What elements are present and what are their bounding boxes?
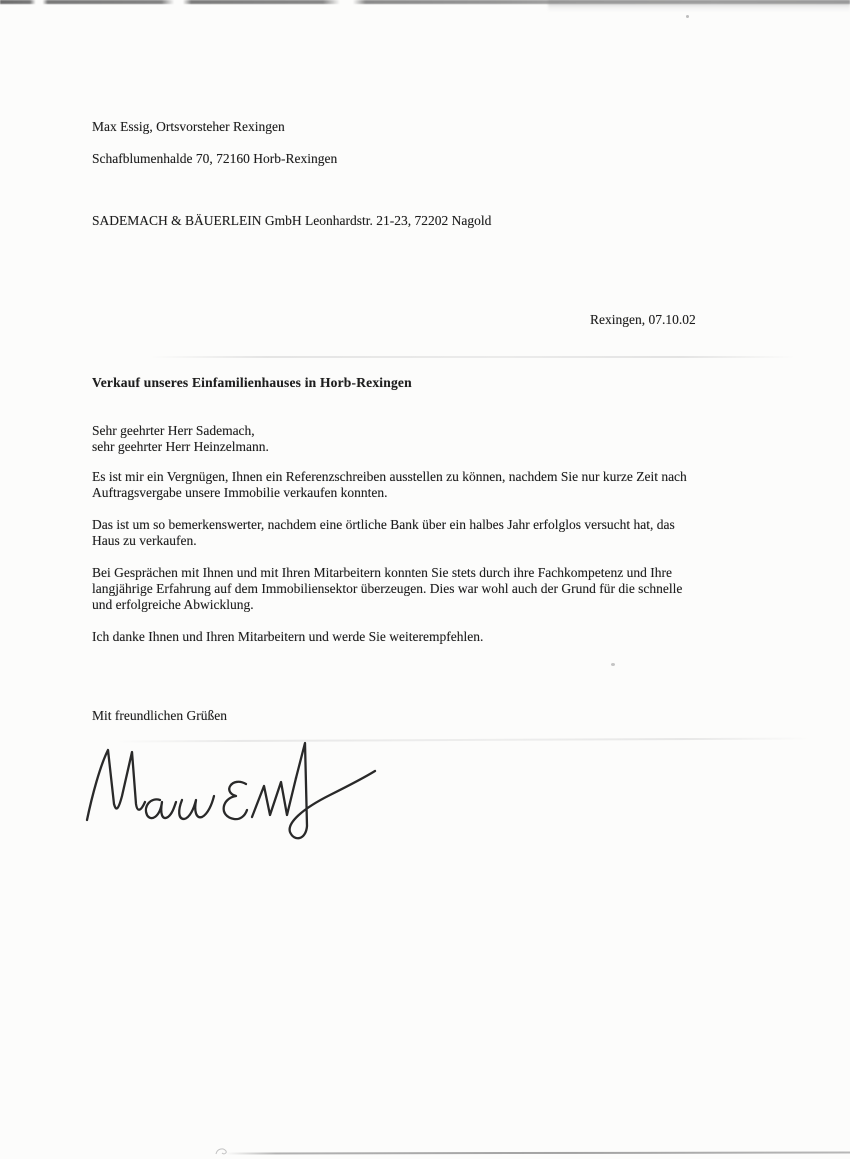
body-line: Ich danke Ihnen und Ihren Mitarbeitern und werde Sie weiterempfehlen. [92, 629, 484, 644]
sender-name-line: Max Essig, Ortsvorsteher Rexingen [92, 119, 285, 134]
recipient-line: SADEMACH & BÄUERLEIN GmbH Leonhardstr. 21-23, 72202 Nagold [92, 213, 492, 228]
body-paragraph-4 [92, 629, 483, 645]
scan-speck [611, 663, 615, 666]
body-line: Bei Gesprächen mit Ihnen und mit Ihren Mitarbeitern konnten Sie stets durch ihre Fachkompetenz und Ihre [92, 565, 672, 580]
body-line: Auftragsvergabe unsere Immobilie verkaufen konnten. [92, 485, 388, 500]
body-line: Das ist um so bemerkenswerter, nachdem eine örtliche Bank über ein halbes Jahr erfolglos versucht hat, das [92, 517, 675, 532]
scan-artifact-streak [150, 356, 795, 358]
body-line: Haus zu verkaufen. [92, 533, 197, 548]
subject-line: Verkauf unseres Einfamilienhauses in Horb-Rexingen [92, 375, 412, 390]
handwritten-signature [84, 738, 384, 843]
scan-speck [686, 15, 689, 18]
body-line: und erfolgreiche Abwicklung. [92, 597, 254, 612]
scan-artifact-bottom-line [226, 1151, 850, 1154]
salutation [92, 423, 269, 455]
salutation-line: sehr geehrter Herr Heinzelmann. [92, 439, 269, 454]
body-paragraph-3 [92, 565, 682, 613]
scan-artifact-hook [215, 1146, 229, 1156]
body-line: Es ist mir ein Vergnügen, Ihnen ein Referenzschreiben ausstellen zu können, nachdem Sie nur kurze Zeit nach [92, 469, 687, 484]
sender-address-line: Schafblumenhalde 70, 72160 Horb-Rexingen [92, 151, 338, 166]
dateline: Rexingen, 07.10.02 [590, 312, 696, 327]
body-paragraph-2 [92, 517, 675, 549]
body-line: langjährige Erfahrung auf dem Immobiliensektor überzeugen. Dies war wohl auch der Grund für die schnelle [92, 581, 683, 596]
closing-line: Mit freundlichen Grüßen [92, 708, 227, 723]
salutation-line: Sehr geehrter Herr Sademach, [92, 423, 255, 438]
scan-artifact-top-fuzz [548, 0, 850, 12]
body-paragraph-1 [92, 469, 687, 501]
